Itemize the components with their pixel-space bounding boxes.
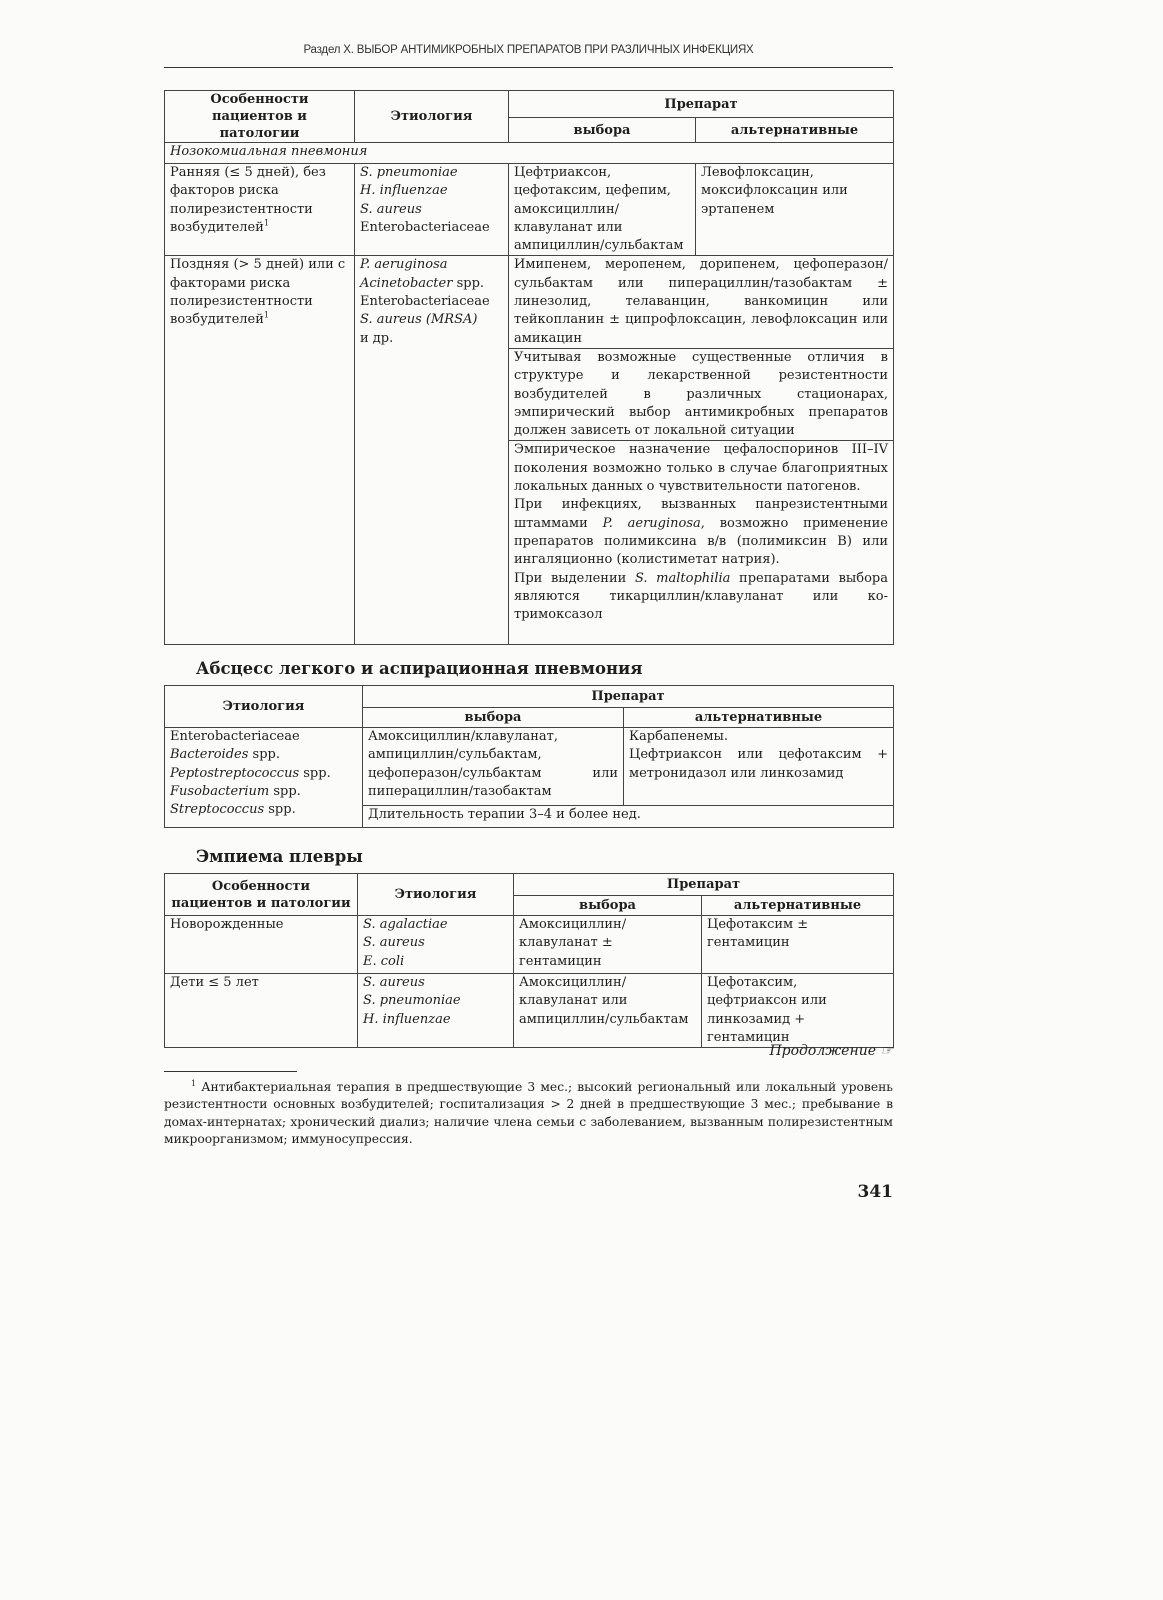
early-etiology: S. pneumoniae H. influenzae S. aureus Enterobacteriaceae [355, 164, 509, 256]
abscess-etiology: Enterobacteriaceae Bacteroides spp. Peptostreptococcus spp. Fusobacterium spp. Streptococcus spp. [165, 728, 363, 828]
header-drug: Препарат [509, 91, 894, 118]
table-pleural-empyema [164, 873, 894, 1048]
table-nosocomial-pneumonia [164, 90, 894, 645]
header-patients: Особенности пациентов и патологии [165, 874, 358, 916]
newborns-patients: Новорожденные [165, 916, 358, 974]
section-title-lung-abscess: Абсцесс легкого и аспирационная пневмония [196, 659, 643, 678]
footnote: $^1$ Антибактериальная терапия в предшествующие 3 мес.; высокий региональный или локальный уровень резистентности основных возбудителей; госпитализация > 2 дней в предшествующие 3 мес.; пребывание в домах-интернатах; хронический диализ; наличие члена семьи с заболеванием, вызванным полирезистентным микроорганизмом; иммуносупрессия. [164, 1078, 893, 1147]
late-note-local: Учитывая возможные существенные отличия в структуре и лекарственной резистентности возбудителей в различных стационарах, эмпирический выбор антимикробных препаратов должен зависеть от локальной ситуации [509, 348, 894, 440]
page-number: 341 [857, 1182, 893, 1202]
late-etiology: P. aeruginosa Acinetobacter spp. Enterobacteriaceae S. aureus (MRSA) и др. [355, 256, 509, 645]
header-alternative: альтернативные [624, 708, 894, 728]
early-patients: Ранняя (≤ 5 дней), без факторов риска полирезистентности возбудителей$^1$ [165, 164, 355, 256]
early-alternative: Левофлоксацин, моксифлоксацин или эртапенем [696, 164, 894, 256]
footnote-rule [164, 1071, 297, 1072]
newborns-etiology: S. agalactiae S. aureus E. coli [358, 916, 514, 974]
header-etiology: Этиология [358, 874, 514, 916]
abscess-duration: Длительность терапии 3–4 и более нед. [363, 806, 894, 828]
header-etiology: Этиология [165, 686, 363, 728]
late-drugs: Имипенем, меропенем, дорипенем, цефоперазон/сульбактам или пиперациллин/тазобактам ± линезолид, телаванцин, ванкомицин или тейкопланин ± ципрофлоксацин, левофлоксацин или амикацин [509, 256, 894, 348]
continued-label: Продолжение ☞ [769, 1043, 893, 1059]
children-etiology: S. aureus S. pneumoniae H. influenzae [358, 974, 514, 1048]
header-alternative: альтернативные [702, 896, 894, 916]
header-patients: Особенности пациентов и патологии [165, 91, 355, 143]
table-lung-abscess [164, 685, 894, 828]
header-choice: выбора [509, 118, 696, 143]
late-note-cephalosporins: Эмпирическое назначение цефалоспоринов III–IV поколения возможно только в случае благоприятных локальных данных о чувствительности патогенов. При инфекциях, вызванных панрезистентными штаммами P. aeruginosa, возможно применение препаратов полимиксина в/в (полимиксин B) или ингаляционно (колистиметат натрия). При выделении S. maltophilia препаратами выбора являются тикарциллин/клавуланат или ко-тримоксазол [509, 441, 894, 645]
section-title-pleural-empyema: Эмпиема плевры [196, 847, 363, 866]
header-drug: Препарат [363, 686, 894, 708]
abscess-alternative: Карбапенемы. Цефтриаксон или цефотаксим + метронидазол или линкозамид [624, 728, 894, 806]
abscess-choice: Амоксициллин/клавуланат, ампициллин/сульбактам, цефоперазон/сульбактам или пиперациллин/тазобактам [363, 728, 624, 806]
newborns-alternative: Цефотаксим ± гентамицин [702, 916, 894, 974]
children-alternative: Цефотаксим, цефтриаксон или линкозамид + гентамицин [702, 974, 894, 1048]
header-rule [164, 67, 893, 68]
header-drug: Препарат [514, 874, 894, 896]
header-alternative: альтернативные [696, 118, 894, 143]
section-label: Нозокомиальная пневмония [165, 143, 894, 164]
children-choice: Амоксициллин/клавуланат или ампициллин/сульбактам [514, 974, 702, 1048]
running-header: Раздел X. ВЫБОР АНТИМИКРОБНЫХ ПРЕПАРАТОВ ПРИ РАЗЛИЧНЫХ ИНФЕКЦИЯХ [303, 44, 754, 56]
header-choice: выбора [514, 896, 702, 916]
newborns-choice: Амоксициллин/клавуланат ± гентамицин [514, 916, 702, 974]
children-patients: Дети ≤ 5 лет [165, 974, 358, 1048]
late-patients: Поздняя (> 5 дней) или с факторами риска полирезистентности возбудителей$^1$ [165, 256, 355, 645]
early-choice: Цефтриаксон, цефотаксим, цефепим, амоксициллин/клавуланат или ампициллин/сульбактам [509, 164, 696, 256]
header-etiology: Этиология [355, 91, 509, 143]
header-choice: выбора [363, 708, 624, 728]
